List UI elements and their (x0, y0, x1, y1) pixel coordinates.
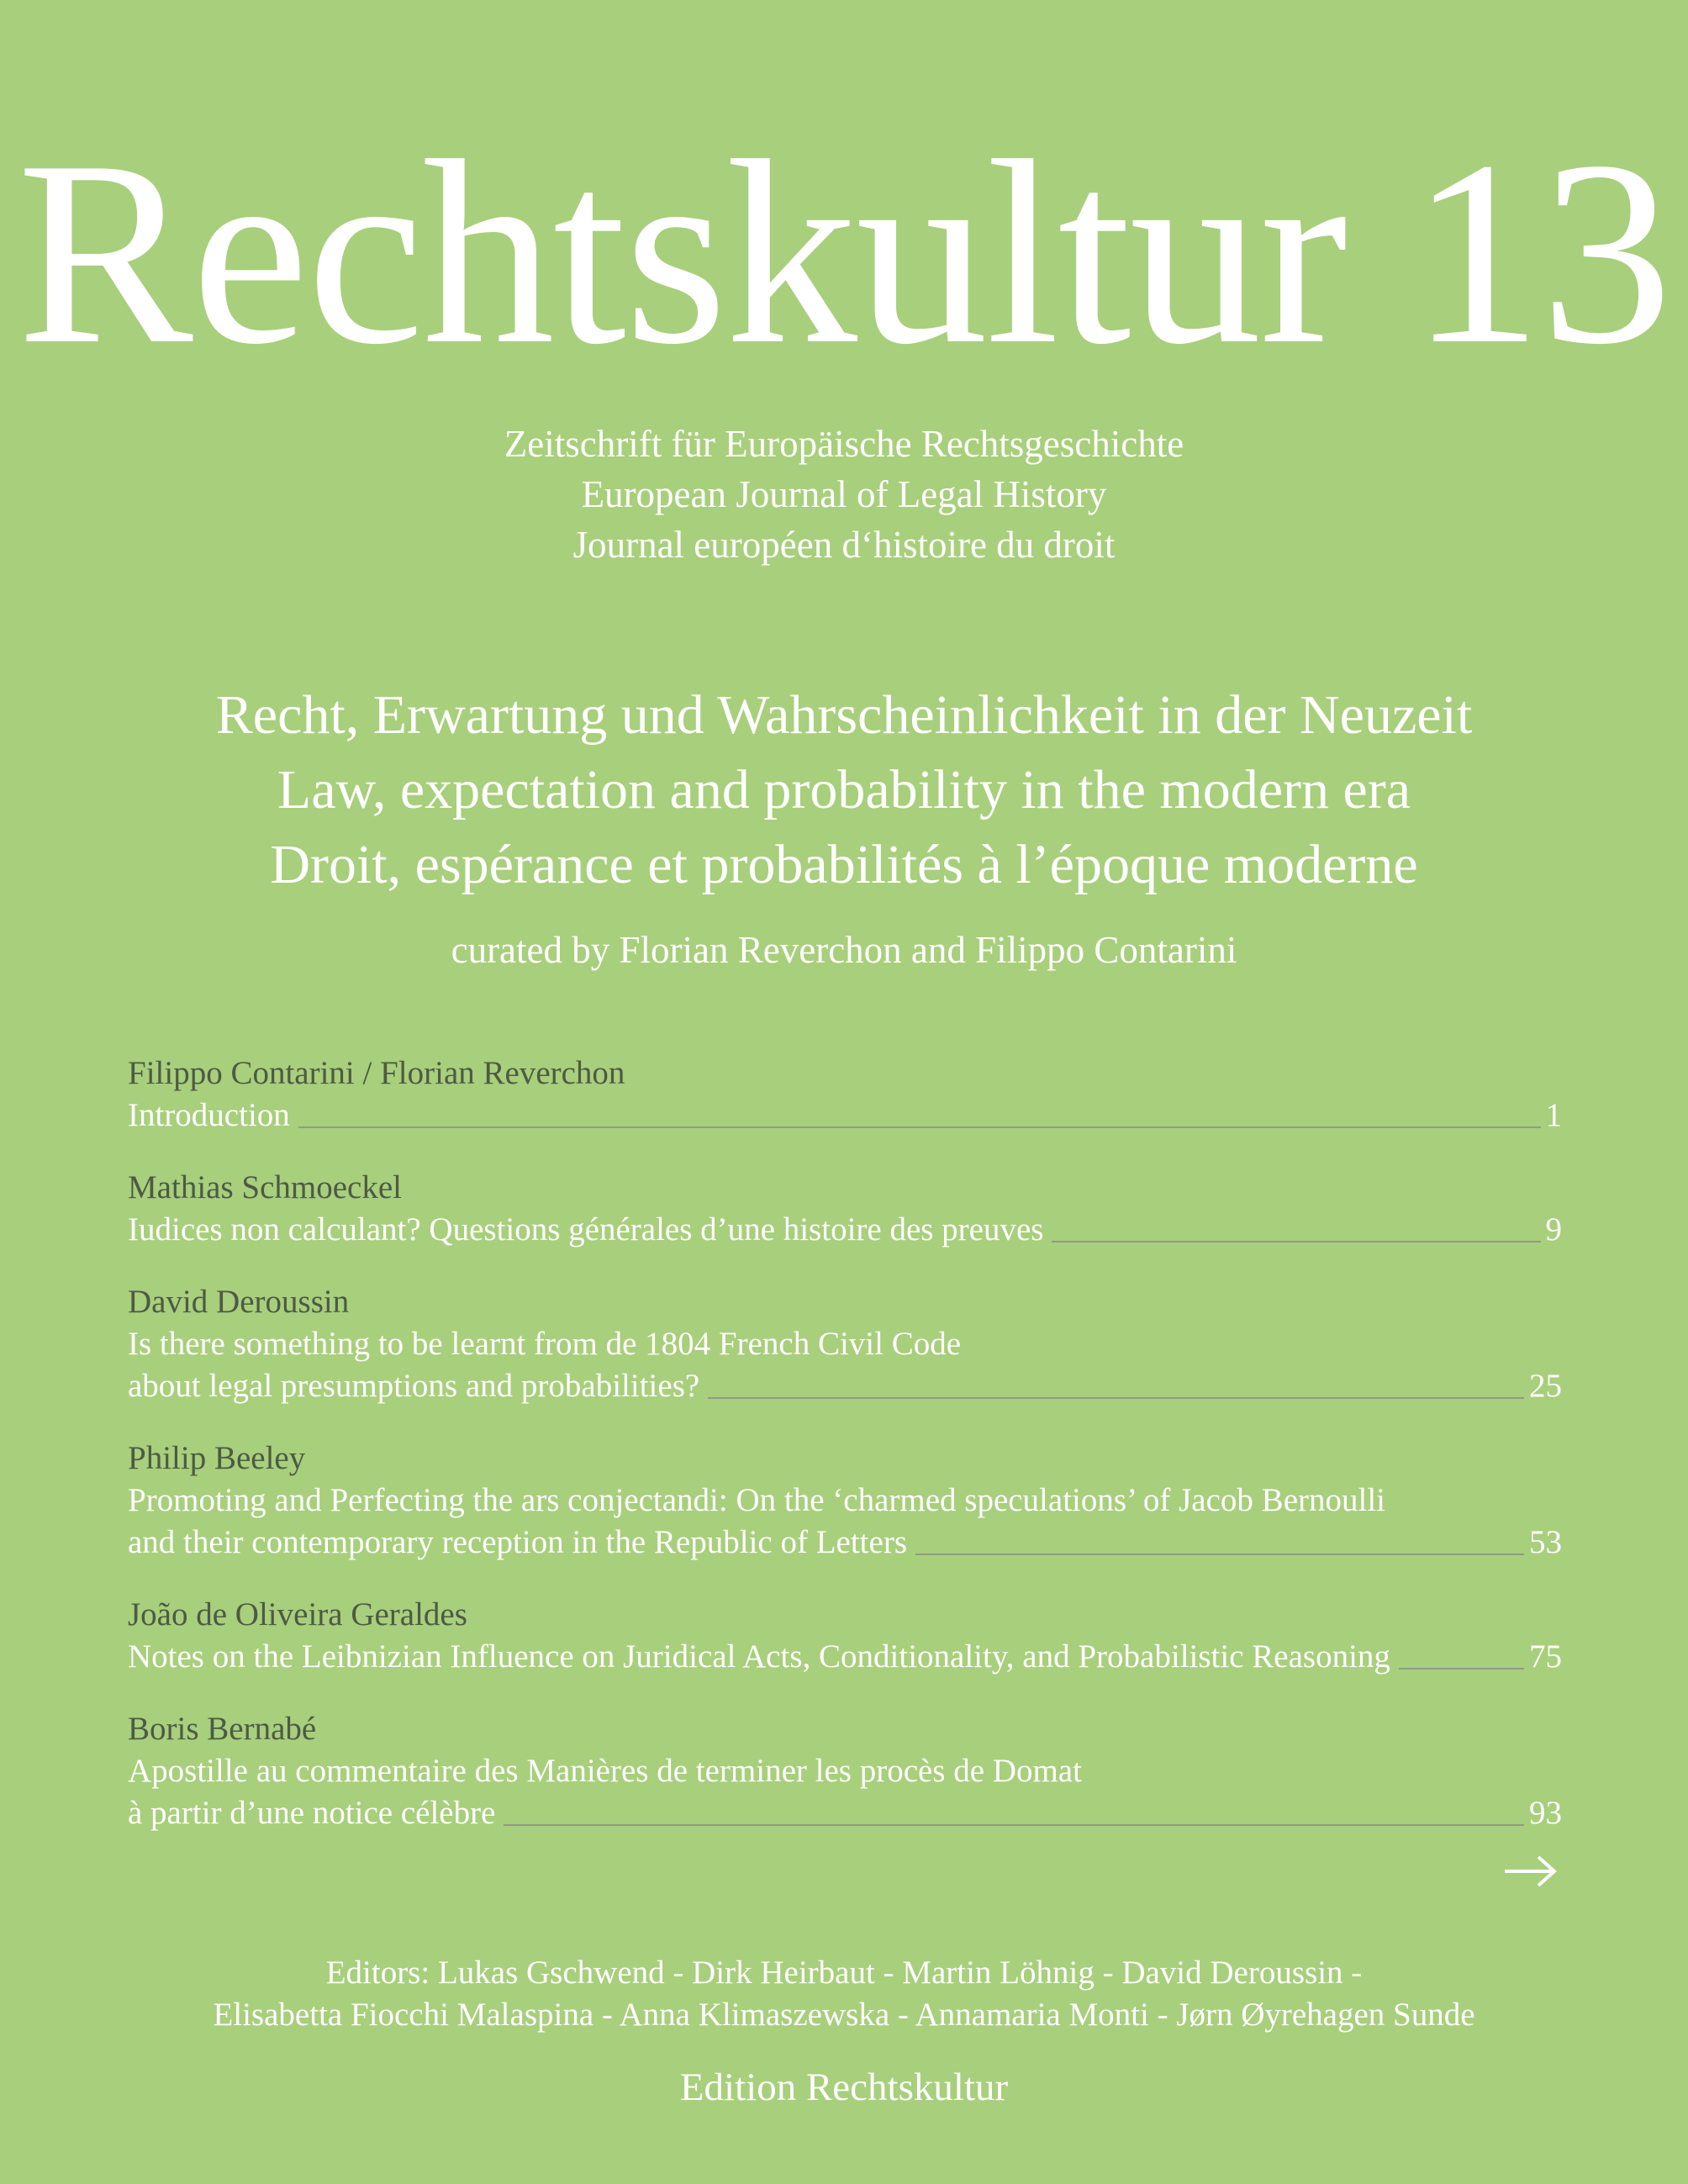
toc-author: João de Oliveira Geraldes (128, 1596, 467, 1633)
dot-leader (298, 1126, 1541, 1128)
publisher-name: Edition Rechtskultur (679, 2065, 1009, 2109)
journal-title: Rechtskultur 13 (17, 106, 1671, 398)
subtitle-english: European Journal of Legal History (581, 473, 1107, 515)
toc-entry (128, 1594, 1562, 1678)
editors-list (0, 1952, 1688, 2036)
toc-entry (128, 1052, 1562, 1137)
dot-leader (915, 1554, 1524, 1555)
toc-author: Boris Bernabé (128, 1711, 317, 1747)
toc-entry (128, 1167, 1562, 1251)
toc-page-number: 25 (1529, 1368, 1562, 1404)
toc-page-number: 93 (1529, 1795, 1562, 1831)
dot-leader (1052, 1241, 1540, 1242)
toc-page-number: 9 (1545, 1211, 1562, 1248)
toc-page-number: 1 (1545, 1097, 1562, 1133)
subtitle-french: Journal européen d‘histoire du droit (572, 524, 1116, 566)
editors-line: Elisabetta Fiocchi Malaspina - Anna Klimaszewska - Annamaria Monti - Jørn Øyrehagen Sunde (213, 1997, 1475, 2033)
toc-title: Promoting and Perfecting the ars conjectandi: On the ‘charmed speculations’ of Jacob Bernoulli (128, 1482, 1385, 1518)
dot-leader (504, 1824, 1524, 1826)
curated-by: curated by Florian Reverchon and Filippo Contarini (451, 929, 1237, 971)
theme-french: Droit, espérance et probabilités à l’époque moderne (270, 834, 1418, 895)
theme-german: Recht, Erwartung und Wahrscheinlichkeit in der Neuzeit (215, 684, 1473, 746)
table-of-contents (128, 1052, 1562, 1865)
toc-title: and their contemporary reception in the Republic of Letters (128, 1524, 907, 1560)
toc-entry (128, 1281, 1562, 1407)
toc-title: à partir d’une notice célèbre (128, 1795, 496, 1831)
toc-title: Introduction (128, 1097, 290, 1133)
toc-author: Filippo Contarini / Florian Reverchon (128, 1055, 625, 1091)
editors-line: Editors: Lukas Gschwend - Dirk Heirbaut - Martin Löhnig - David Deroussin - (325, 1955, 1363, 1991)
toc-author: Mathias Schmoeckel (128, 1169, 402, 1205)
toc-page-number: 75 (1529, 1638, 1562, 1675)
dot-leader (1399, 1668, 1524, 1670)
toc-entry (128, 1438, 1562, 1564)
arrow-right-icon (1501, 1853, 1559, 1890)
toc-title: Is there something to be learnt from de 1804 French Civil Code (128, 1326, 962, 1362)
toc-title: about legal presumptions and probabilities? (128, 1368, 700, 1404)
toc-author: David Deroussin (128, 1284, 350, 1320)
theme-english: Law, expectation and probability in the modern era (277, 759, 1411, 820)
toc-title: Iudices non calculant? Questions générales d’une histoire des preuves (128, 1211, 1044, 1248)
toc-entry (128, 1708, 1562, 1834)
toc-title: Notes on the Leibnizian Influence on Juridical Acts, Conditionality, and Probabilistic Reasoning (128, 1638, 1390, 1675)
dot-leader (708, 1397, 1524, 1399)
toc-title: Apostille au commentaire des Manières de terminer les procès de Domat (128, 1753, 1082, 1789)
toc-page-number: 53 (1529, 1524, 1562, 1560)
issue-themes (0, 678, 1688, 902)
toc-author: Philip Beeley (128, 1440, 306, 1476)
subtitle-german: Zeitschrift für Europäische Rechtsgeschichte (504, 423, 1184, 465)
journal-subtitles (0, 419, 1688, 570)
